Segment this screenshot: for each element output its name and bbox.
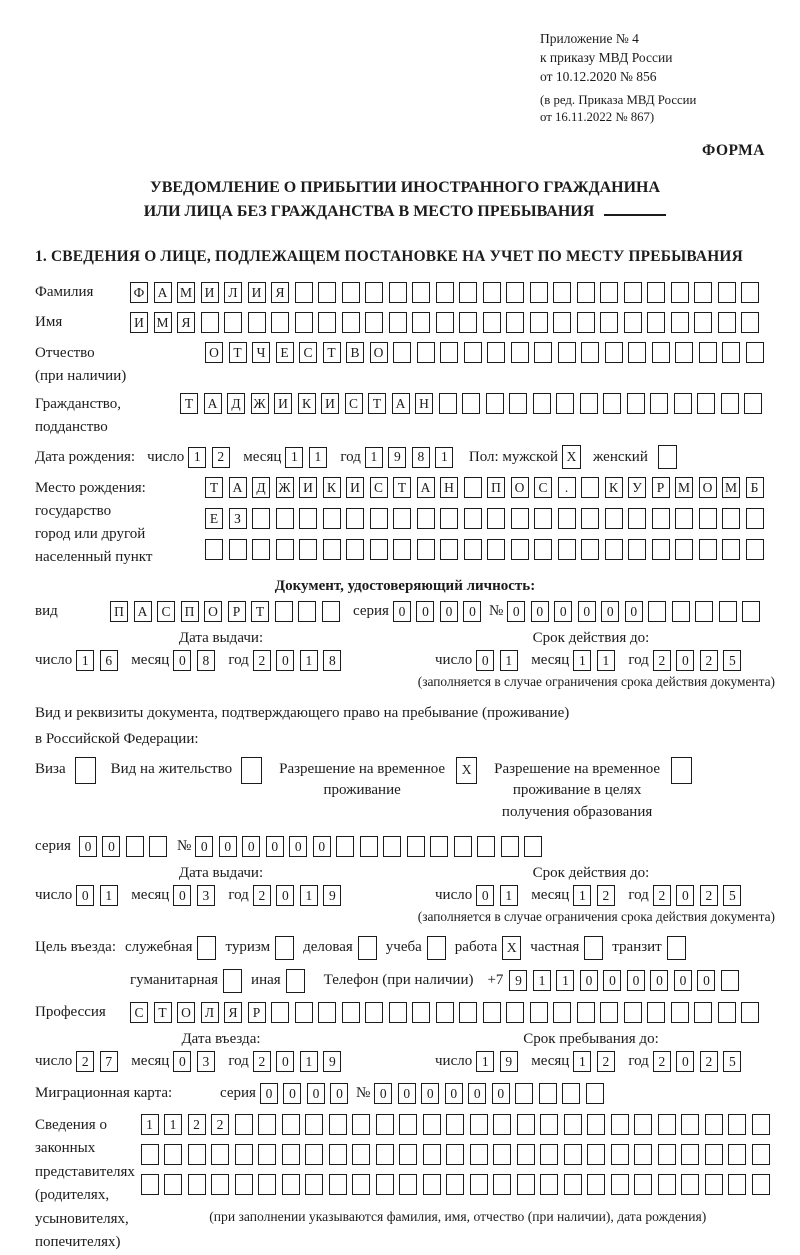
residence-doc-issue-month-input[interactable]: 0 3 — [173, 885, 220, 906]
purpose-work — [455, 936, 522, 960]
identity-doc-dates — [35, 630, 775, 690]
birth-date-month-input[interactable]: 1 1 — [285, 447, 332, 468]
rvp-issue-day-label: число — [35, 886, 73, 903]
form-title-line-2-text: ИЛИ ЛИЦА БЕЗ ГРАЖДАНСТВА В МЕСТО ПРЕБЫВАНИЯ — [143, 203, 595, 221]
residence-doc-issue-col — [35, 865, 407, 925]
representatives-row-2-input[interactable] — [141, 1144, 776, 1165]
identity-doc-issue-col — [35, 630, 407, 690]
citizenship-label-line-2: подданство — [35, 419, 108, 436]
identity-doc-series-label: серия — [353, 603, 389, 620]
visit-purpose-row-1 — [35, 936, 775, 960]
birth-date-month-label: месяц — [243, 448, 282, 465]
sex-female-checkbox[interactable] — [658, 445, 677, 469]
stay-day-label: число — [435, 1052, 473, 1069]
amendment-line-2: от 16.11.2022 № 867) — [540, 109, 655, 124]
valid-month-label: месяц — [531, 652, 570, 669]
purpose-study — [386, 936, 446, 960]
entry-date-col — [35, 1031, 407, 1072]
issue-month-label: месяц — [131, 652, 170, 669]
entry-day-label: число — [35, 1052, 73, 1069]
identity-doc-valid-year-input[interactable]: 2 0 2 5 — [653, 650, 747, 671]
stay-until-col — [407, 1031, 775, 1072]
profession-row — [35, 1002, 775, 1023]
entry-month-input[interactable]: 0 3 — [173, 1051, 220, 1072]
option-temporary-residence-label: Разрешение на временное проживание — [279, 760, 446, 799]
section1-heading: 1. СВЕДЕНИЯ О ЛИЦЕ, ПОДЛЕЖАЩЕМ ПОСТАНОВКЕ НА УЧЕТ ПО МЕСТУ ПРЕБЫВАНИЯ — [35, 248, 743, 266]
identity-doc-number-label: № — [488, 603, 504, 620]
birth-date-row — [35, 445, 775, 469]
patronymic-row — [35, 342, 775, 388]
entry-month-label: месяц — [131, 1052, 170, 1069]
entry-day-input[interactable]: 2 7 — [76, 1051, 123, 1072]
identity-doc-issue-year-input[interactable]: 2 0 1 8 — [253, 650, 347, 671]
migration-card-label: Миграционная карта: — [35, 1084, 173, 1101]
residence-doc-options — [35, 757, 775, 824]
forma-label: ФОРМА — [701, 142, 765, 160]
birth-place-label-line-1: Место рождения: — [35, 480, 146, 497]
identity-doc-type-row — [35, 601, 775, 622]
identity-doc-valid-month-input[interactable]: 1 1 — [573, 650, 620, 671]
identity-doc-valid-day-input[interactable]: 0 1 — [476, 650, 523, 671]
form-title — [35, 176, 775, 224]
rvp-issue-month-label: месяц — [131, 886, 170, 903]
stay-until-heading: Срок пребывания до: — [523, 1030, 659, 1047]
birth-place-label — [35, 477, 205, 569]
residence-doc-valid-month-input[interactable]: 1 2 — [573, 885, 620, 906]
purpose-work-checkbox[interactable]: X — [502, 936, 521, 960]
option-visa — [35, 757, 96, 784]
identity-doc-valid-heading: Срок действия до: — [532, 630, 650, 647]
valid-day-label: число — [435, 652, 473, 669]
option-temporary-residence-education — [492, 757, 692, 824]
stay-year-input[interactable]: 2 0 2 5 — [653, 1051, 747, 1072]
rvp-valid-day-label: число — [435, 886, 473, 903]
residence-doc-issue-date — [35, 885, 407, 906]
identity-doc-heading: Документ, удостоверяющий личность: — [274, 578, 536, 595]
given-name-row — [35, 312, 775, 333]
patronymic-label-line-1: Отчество — [35, 345, 95, 362]
migration-card-series-input[interactable]: 0 0 0 0 — [260, 1083, 354, 1104]
identity-doc-valid-date — [407, 650, 775, 671]
identity-doc-valid-col — [407, 630, 775, 690]
purpose-private-label: частная — [530, 939, 580, 956]
representatives-label — [35, 1114, 141, 1255]
appendix-line-2: к приказу МВД России — [540, 49, 673, 65]
entry-date-heading: Дата въезда: — [181, 1030, 261, 1047]
residence-doc-series-label: серия — [35, 837, 71, 854]
residence-doc-number-label: № — [176, 837, 192, 854]
stay-month-input[interactable]: 1 2 — [573, 1051, 620, 1072]
representatives-label-line-3: представителях — [35, 1163, 135, 1180]
stay-year-label: год — [628, 1052, 649, 1069]
representatives-label-line-6: попечителях) — [35, 1234, 121, 1251]
citizenship-label-line-1: Гражданство, — [35, 396, 122, 413]
identity-doc-issue-month-input[interactable]: 0 8 — [173, 650, 220, 671]
option-residence-permit-checkbox[interactable] — [241, 757, 262, 784]
purpose-other-label: иная — [251, 972, 281, 989]
representatives-row-3-input[interactable] — [141, 1174, 776, 1195]
option-visa-checkbox[interactable] — [75, 757, 96, 784]
option-visa-label: Виза — [35, 760, 66, 777]
birth-date-label: Дата рождения: — [35, 448, 136, 465]
option-temporary-residence-checkbox[interactable]: X — [456, 757, 477, 784]
surname-input[interactable]: Ф А М И Л И Я — [130, 282, 765, 303]
purpose-humanitarian — [130, 969, 242, 993]
migration-card-series-label: серия — [220, 1084, 256, 1101]
identity-doc-issue-date — [35, 650, 407, 671]
birth-date-day-input[interactable]: 1 2 — [188, 447, 235, 468]
representatives-label-line-1: Сведения о — [35, 1116, 107, 1133]
representatives-note: (при заполнении указываются фамилия, имя, отчество (при наличии), дата рождения) — [209, 1208, 707, 1224]
citizenship-row — [35, 393, 775, 439]
birth-place-inputs — [205, 477, 769, 570]
representatives-label-line-2: законных — [35, 1140, 96, 1157]
rvp-valid-year-label: год — [628, 886, 649, 903]
purpose-tourism-label: туризм — [225, 939, 271, 956]
purpose-study-label: учеба — [385, 939, 422, 956]
representatives-block — [35, 1114, 775, 1255]
identity-doc-valid-note: (заполняется в случае ограничения срока действия документа) — [417, 674, 775, 690]
valid-year-label: год — [628, 652, 649, 669]
identity-doc-type-label: вид — [35, 603, 58, 620]
purpose-business-checkbox[interactable] — [358, 936, 377, 960]
purpose-official-checkbox[interactable] — [197, 936, 216, 960]
representatives-label-line-4: (родителях, — [35, 1187, 110, 1204]
entry-dates — [35, 1031, 775, 1072]
residence-doc-valid-year-input[interactable]: 2 0 2 5 — [653, 885, 747, 906]
purpose-tourism — [225, 936, 294, 960]
residence-doc-heading-line-1: Вид и реквизиты документа, подтверждающего право на пребывание (проживание) — [35, 705, 570, 722]
residence-doc-series-row — [35, 836, 775, 857]
phone-input[interactable]: 9 1 1 0 0 0 0 0 0 — [509, 970, 744, 991]
purpose-humanitarian-checkbox[interactable] — [223, 969, 242, 993]
stay-until-date — [407, 1051, 775, 1072]
amendment-line-1: (в ред. Приказа МВД России — [540, 92, 697, 107]
identity-doc-issue-day-input[interactable]: 1 6 — [76, 650, 123, 671]
residence-doc-valid-note: (заполняется в случае ограничения срока действия документа) — [417, 908, 775, 924]
birth-date-year-input[interactable]: 1 9 8 1 — [365, 447, 459, 468]
purpose-humanitarian-label: гуманитарная — [130, 972, 219, 989]
representatives-label-line-5: усыновителях, — [35, 1210, 129, 1227]
residence-doc-issue-heading: Дата выдачи: — [178, 864, 264, 881]
birth-place-row-1-input[interactable]: Т А Д Ж И К И С Т А Н П О С . К У Р М О М Б — [205, 477, 769, 498]
entry-year-input[interactable]: 2 0 1 9 — [253, 1051, 347, 1072]
purpose-transit-checkbox[interactable] — [667, 936, 686, 960]
form-title-line-2 — [35, 200, 775, 224]
representatives-inputs — [141, 1114, 776, 1225]
purpose-study-checkbox[interactable] — [427, 936, 446, 960]
birth-place-label-line-4: населенный пункт — [35, 549, 153, 566]
issue-day-label: число — [35, 652, 73, 669]
issue-year-label: год — [228, 652, 249, 669]
surname-label: Фамилия — [35, 284, 94, 301]
birth-place-block — [35, 477, 775, 570]
identity-doc-type-input[interactable]: П А С П О Р Т — [110, 601, 345, 622]
residence-doc-number-input[interactable]: 0 0 0 0 0 0 — [195, 836, 548, 857]
purpose-business — [303, 936, 377, 960]
residence-doc-valid-date — [407, 885, 775, 906]
amendment-block — [540, 92, 775, 127]
migration-card-number-label: № — [355, 1084, 371, 1101]
option-temporary-residence — [277, 757, 477, 803]
purpose-other — [251, 969, 305, 993]
identity-doc-number-input[interactable]: 0 0 0 0 0 0 — [507, 601, 766, 622]
option-residence-permit — [111, 757, 262, 784]
purpose-private-checkbox[interactable] — [584, 936, 603, 960]
residence-doc-valid-heading: Срок действия до: — [532, 864, 650, 881]
sex-male-label: Пол: мужской — [468, 448, 559, 465]
representatives-row-1-input[interactable]: 1 1 2 2 — [141, 1114, 776, 1135]
purpose-official-label: служебная — [124, 939, 193, 956]
appendix-block — [540, 30, 775, 126]
migration-card-number-input[interactable]: 0 0 0 0 0 0 — [374, 1083, 609, 1104]
patronymic-label — [35, 342, 205, 388]
identity-doc-issue-heading: Дата выдачи: — [178, 630, 264, 647]
profession-input[interactable]: С Т О Л Я Р — [130, 1002, 765, 1023]
appendix-line-1: Приложение № 4 — [540, 31, 639, 46]
patronymic-label-line-2: (при наличии) — [35, 368, 127, 385]
form-title-line-1: УВЕДОМЛЕНИЕ О ПРИБЫТИИ ИНОСТРАННОГО ГРАЖДАНИНА — [149, 179, 661, 197]
residence-doc-valid-day-input[interactable]: 0 1 — [476, 885, 523, 906]
profession-label: Профессия — [35, 1003, 106, 1020]
purpose-transit — [612, 936, 685, 960]
option-residence-permit-label: Вид на жительство — [110, 760, 233, 777]
sex-male-checkbox[interactable]: X — [562, 445, 581, 469]
residence-doc-issue-year-input[interactable]: 2 0 1 9 — [253, 885, 347, 906]
birth-place-row-3-input[interactable] — [205, 539, 769, 560]
patronymic-input[interactable]: О Т Ч Е С Т В О — [205, 342, 769, 363]
phone-label: Телефон (при наличии) — [323, 972, 474, 989]
identity-doc-series-input[interactable]: 0 0 0 0 — [393, 601, 487, 622]
residence-doc-heading-line-2: в Российской Федерации: — [35, 731, 199, 748]
residence-doc-valid-col — [407, 865, 775, 925]
purpose-other-checkbox[interactable] — [286, 969, 305, 993]
title-blank-underline — [604, 214, 666, 216]
visit-purpose-row-2 — [130, 969, 775, 993]
birth-date-day-label: число — [147, 448, 185, 465]
residence-doc-heading — [35, 700, 775, 753]
purpose-work-label: работа — [454, 939, 498, 956]
surname-row — [35, 282, 775, 303]
birth-place-label-line-3: город или другой — [35, 526, 146, 543]
purpose-business-label: деловая — [303, 939, 353, 956]
residence-doc-dates — [35, 865, 775, 925]
citizenship-input[interactable]: Т А Д Ж И К И С Т А Н — [180, 393, 768, 414]
stay-day-input[interactable]: 1 9 — [476, 1051, 523, 1072]
birth-place-row-2-input[interactable]: Е З — [205, 508, 769, 529]
entry-date — [35, 1051, 407, 1072]
visit-purpose-label: Цель въезда: — [35, 939, 116, 956]
given-name-label: Имя — [35, 314, 63, 331]
purpose-transit-label: транзит — [612, 939, 662, 956]
birth-date-year-label: год — [340, 448, 361, 465]
purpose-tourism-checkbox[interactable] — [275, 936, 294, 960]
purpose-official — [125, 936, 217, 960]
purpose-private — [530, 936, 603, 960]
rvp-valid-month-label: месяц — [531, 886, 570, 903]
stay-month-label: месяц — [531, 1052, 570, 1069]
entry-year-label: год — [228, 1052, 249, 1069]
option-temporary-residence-education-checkbox[interactable] — [671, 757, 692, 784]
appendix-line-3: от 10.12.2020 № 856 — [540, 68, 657, 84]
birth-place-label-line-2: государство — [35, 503, 112, 520]
given-name-input[interactable]: И М Я — [130, 312, 765, 333]
residence-doc-issue-day-input[interactable]: 0 1 — [76, 885, 123, 906]
phone-prefix: +7 — [487, 972, 504, 989]
rvp-issue-year-label: год — [228, 886, 249, 903]
option-temporary-residence-education-label: Разрешение на временное проживание в целях получения образования — [494, 760, 661, 821]
citizenship-label — [35, 393, 180, 439]
residence-doc-series-input[interactable]: 0 0 — [79, 836, 173, 857]
migration-card-row — [35, 1083, 775, 1104]
sex-female-label: женский — [593, 448, 648, 465]
